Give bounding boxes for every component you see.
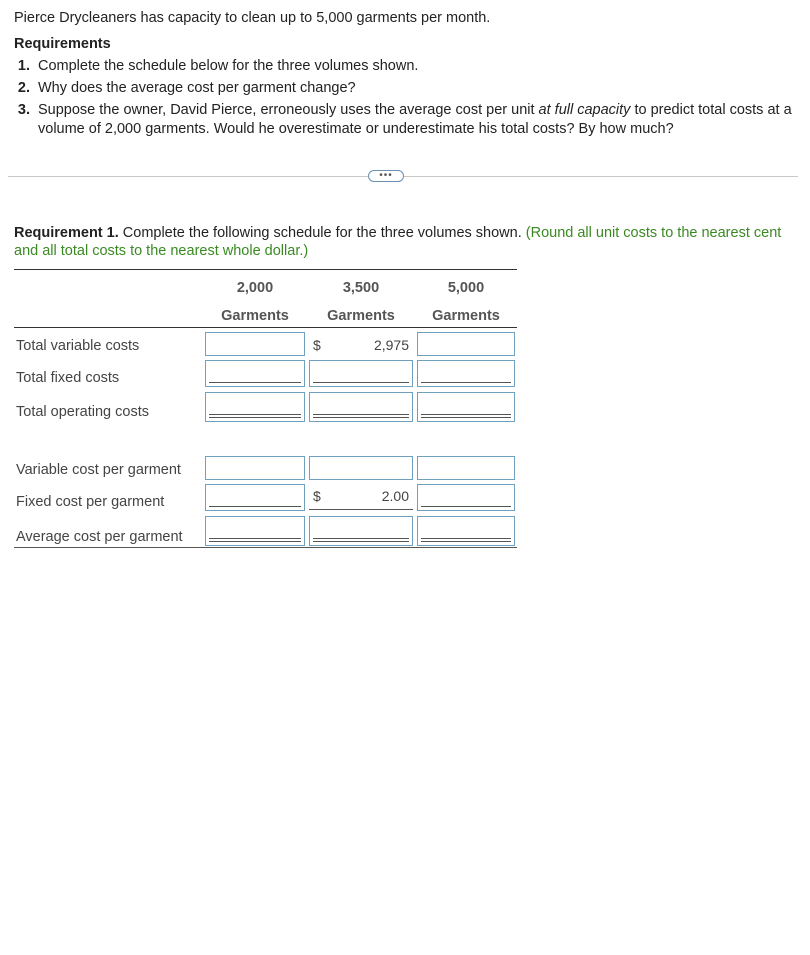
requirement-text: Why does the average cost per garment change? <box>38 80 356 96</box>
column-unit: Garments <box>432 308 500 324</box>
requirement-1-instruction <box>14 224 794 260</box>
fixed-per-5000-input[interactable] <box>417 484 515 511</box>
input-field[interactable] <box>418 457 514 479</box>
single-underline <box>309 509 413 510</box>
input-field[interactable] <box>206 333 304 355</box>
given-value: 2.00 <box>381 488 409 504</box>
requirement-item <box>14 79 794 98</box>
total-operating-5000-input[interactable] <box>417 392 515 422</box>
row-label-fixed-per: Fixed cost per garment <box>16 494 165 510</box>
variable-per-2000-input[interactable] <box>205 456 305 480</box>
requirement-number: 1. <box>17 58 30 74</box>
total-fixed-5000-input[interactable] <box>417 360 515 387</box>
column-volume: 2,000 <box>236 280 274 296</box>
column-volume: 3,500 <box>342 280 380 296</box>
total-fixed-3500-input[interactable] <box>309 360 413 387</box>
input-field[interactable] <box>310 457 412 479</box>
requirement-text-emphasis: at full capacity <box>538 102 631 118</box>
rounding-hint: (Round all unit costs to the nearest cent and all total costs to the nearest whole dollar.) <box>14 225 782 259</box>
currency-symbol: $ <box>313 488 321 504</box>
double-underline-top <box>209 414 301 415</box>
double-underline-top <box>313 538 409 539</box>
table-top-rule <box>14 269 517 270</box>
single-underline <box>313 382 409 383</box>
requirement-text: Complete the schedule below for the three volumes shown. <box>38 58 419 74</box>
fixed-per-3500-given <box>309 484 413 511</box>
single-underline <box>209 382 301 383</box>
row-label-average-per: Average cost per garment <box>16 529 183 545</box>
requirements-list <box>14 57 794 142</box>
currency-symbol: $ <box>313 337 321 353</box>
requirement-item <box>14 57 794 76</box>
variable-per-5000-input[interactable] <box>417 456 515 480</box>
requirement-1-text: Complete the following schedule for the three volumes shown. <box>118 225 526 241</box>
column-header-2000 <box>202 279 308 325</box>
total-variable-2000-input[interactable] <box>205 332 305 356</box>
variable-per-3500-input[interactable] <box>309 456 413 480</box>
requirement-1-label: Requirement 1. <box>14 225 119 241</box>
problem-intro: Pierce Drycleaners has capacity to clean up to 5,000 garments per month. <box>14 10 491 26</box>
total-operating-3500-input[interactable] <box>309 392 413 422</box>
requirement-number: 3. <box>17 102 30 118</box>
column-unit: Garments <box>327 308 395 324</box>
requirement-item <box>14 101 794 139</box>
given-value: 2,975 <box>373 337 409 353</box>
double-underline-bottom <box>209 541 301 542</box>
row-label-total-variable: Total variable costs <box>16 338 140 354</box>
input-field[interactable] <box>206 457 304 479</box>
requirement-number: 2. <box>17 80 30 96</box>
requirement-text-part: Suppose the owner, David Pierce, erroneously uses the average cost per unit <box>38 102 539 118</box>
total-operating-2000-input[interactable] <box>205 392 305 422</box>
table-bottom-rule <box>14 547 517 548</box>
double-underline-bottom <box>313 541 409 542</box>
row-label-total-fixed: Total fixed costs <box>16 370 120 386</box>
double-underline-bottom <box>209 417 301 418</box>
row-label-variable-per: Variable cost per garment <box>16 462 181 478</box>
column-header-3500 <box>308 279 414 325</box>
double-underline-bottom <box>421 417 511 418</box>
requirement-text <box>38 101 794 139</box>
input-field[interactable] <box>418 333 514 355</box>
single-underline <box>421 382 511 383</box>
double-underline-bottom <box>421 541 511 542</box>
double-underline-top <box>313 414 409 415</box>
double-underline-top <box>421 414 511 415</box>
column-volume: 5,000 <box>447 280 485 296</box>
header-rule <box>14 327 517 328</box>
total-fixed-2000-input[interactable] <box>205 360 305 387</box>
double-underline-top <box>421 538 511 539</box>
average-per-5000-input[interactable] <box>417 516 515 546</box>
total-variable-5000-input[interactable] <box>417 332 515 356</box>
total-variable-3500-given <box>309 333 413 357</box>
fixed-per-2000-input[interactable] <box>205 484 305 511</box>
double-underline-bottom <box>313 417 409 418</box>
column-header-5000 <box>413 279 519 325</box>
expand-more-button[interactable] <box>368 170 404 182</box>
requirements-title: Requirements <box>14 36 111 52</box>
average-per-2000-input[interactable] <box>205 516 305 546</box>
single-underline <box>421 506 511 507</box>
column-unit: Garments <box>221 308 289 324</box>
single-underline <box>209 506 301 507</box>
ellipsis-icon: ••• <box>379 170 393 181</box>
double-underline-top <box>209 538 301 539</box>
average-per-3500-input[interactable] <box>309 516 413 546</box>
row-label-total-operating: Total operating costs <box>16 404 149 420</box>
requirement-text-part: to predict total costs at a volume of 2,000 garments. Would he overestimate or underestimate his total costs? By how much? <box>38 102 792 137</box>
